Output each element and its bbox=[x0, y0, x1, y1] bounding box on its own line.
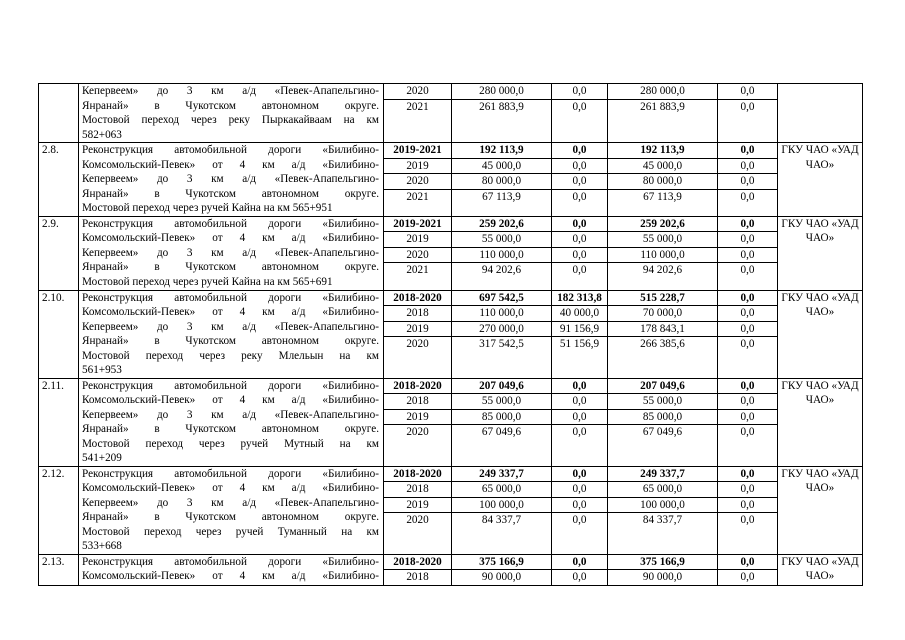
value: 0,0 bbox=[572, 426, 587, 438]
item-description bbox=[79, 378, 384, 466]
description-line: 582+063 bbox=[82, 128, 122, 141]
value: 0,0 bbox=[718, 322, 777, 338]
value: 67 049,6 bbox=[481, 426, 522, 438]
other-funds-cell bbox=[718, 290, 778, 378]
value: 2020 bbox=[384, 84, 451, 100]
description-line: Мостовой переход через ручей Туманный на км bbox=[82, 525, 379, 538]
regional-budget-cell bbox=[608, 378, 718, 466]
federal-budget-cell bbox=[552, 216, 608, 290]
total-cell bbox=[452, 216, 552, 290]
description-line: Реконструкция автомобильной дороги «Билибино- bbox=[82, 291, 379, 304]
value: 207 049,6 bbox=[608, 379, 717, 395]
value: 110 000,0 bbox=[452, 248, 551, 264]
description-line: Кепервеем» до 3 км а/д «Певек-Апапельгино- bbox=[82, 320, 379, 333]
other-funds-cell bbox=[718, 466, 778, 554]
value: 0,0 bbox=[552, 410, 607, 426]
value: 2020 bbox=[406, 514, 429, 526]
value: 0,0 bbox=[740, 190, 755, 203]
description-line: Комсомольский-Певек» от 4 км а/д «Билибино- bbox=[82, 232, 379, 244]
value: 84 337,7 bbox=[642, 514, 683, 526]
value: 2019 bbox=[384, 322, 451, 338]
value: 55 000,0 bbox=[452, 394, 551, 410]
value: 45 000,0 bbox=[452, 159, 551, 175]
table-row bbox=[39, 216, 863, 290]
value: 0,0 bbox=[740, 426, 755, 438]
value: 0,0 bbox=[572, 571, 587, 583]
regional-budget-cell bbox=[608, 290, 718, 378]
value: 0,0 bbox=[718, 482, 777, 498]
value: 2019 bbox=[384, 410, 451, 426]
regional-budget-cell bbox=[608, 554, 718, 585]
value: 0,0 bbox=[552, 232, 607, 248]
value: 2021 bbox=[406, 100, 429, 113]
total-cell bbox=[452, 378, 552, 466]
item-description bbox=[79, 84, 384, 143]
value: 2018 bbox=[384, 482, 451, 498]
description-line: Реконструкция автомобильной дороги «Билибино- bbox=[82, 379, 379, 392]
federal-budget-cell bbox=[552, 84, 608, 143]
value: 266 385,6 bbox=[640, 338, 685, 350]
value: 67 049,6 bbox=[642, 426, 683, 438]
value: 0,0 bbox=[572, 264, 587, 276]
value: 0,0 bbox=[718, 379, 777, 395]
value: 55 000,0 bbox=[608, 232, 717, 248]
description-line: Кепервеем» до 3 км а/д «Певек-Апапельгино- bbox=[82, 85, 379, 97]
value: 85 000,0 bbox=[608, 410, 717, 426]
description-line: Реконструкция автомобильной дороги «Билибино- bbox=[82, 144, 379, 156]
value: 90 000,0 bbox=[481, 571, 522, 583]
year-cell bbox=[384, 143, 452, 217]
value: 182 313,8 bbox=[552, 291, 607, 307]
other-funds-cell bbox=[718, 143, 778, 217]
value: 2020 bbox=[406, 426, 429, 438]
responsible-organization: ГКУ ЧАО «УАД ЧАО» bbox=[778, 554, 863, 585]
value: 0,0 bbox=[718, 498, 777, 514]
regional-budget-cell bbox=[608, 84, 718, 143]
description-line: Комсомольский-Певек» от 4 км а/д «Билибино- bbox=[82, 306, 379, 318]
value: 2018 bbox=[384, 306, 451, 322]
table-row bbox=[39, 378, 863, 466]
description-line: Кепервеем» до 3 км а/д «Певек-Апапельгино- bbox=[82, 173, 379, 185]
other-funds-cell bbox=[718, 378, 778, 466]
value: 0,0 bbox=[718, 291, 777, 307]
year-cell bbox=[384, 378, 452, 466]
program-table bbox=[38, 83, 863, 586]
value: 40 000,0 bbox=[552, 306, 607, 322]
value: 2020 bbox=[384, 174, 451, 190]
value: 2018-2020 bbox=[384, 379, 451, 395]
description-line: Реконструкция автомобильной дороги «Билибино- bbox=[82, 555, 379, 568]
year-cell bbox=[384, 290, 452, 378]
total-cell bbox=[452, 84, 552, 143]
value: 2020 bbox=[384, 248, 451, 264]
responsible-organization bbox=[778, 84, 863, 143]
year-cell bbox=[384, 466, 452, 554]
federal-budget-cell bbox=[552, 290, 608, 378]
value: 259 202,6 bbox=[452, 217, 551, 233]
value: 0,0 bbox=[718, 248, 777, 264]
other-funds-cell bbox=[718, 554, 778, 585]
value: 0,0 bbox=[552, 248, 607, 264]
value: 55 000,0 bbox=[608, 394, 717, 410]
value: 280 000,0 bbox=[452, 84, 551, 100]
description-line: 533+668 bbox=[82, 540, 122, 552]
value: 0,0 bbox=[552, 555, 607, 571]
description-line: Комсомольский-Певек» от 4 км а/д «Билибино- bbox=[82, 394, 379, 406]
value: 2020 bbox=[406, 338, 429, 350]
description-line: Реконструкция автомобильной дороги «Билибино- bbox=[82, 217, 379, 230]
item-description bbox=[79, 466, 384, 554]
value: 192 113,9 bbox=[608, 143, 717, 159]
description-line: Реконструкция автомобильной дороги «Билибино- bbox=[82, 467, 379, 480]
description-line: Кепервеем» до 3 км а/д «Певек-Апапельгино- bbox=[82, 496, 379, 509]
value: 270 000,0 bbox=[452, 322, 551, 338]
table-row bbox=[39, 143, 863, 217]
federal-budget-cell bbox=[552, 466, 608, 554]
item-number: 2.11. bbox=[39, 378, 79, 466]
item-number: 2.8. bbox=[39, 143, 79, 217]
value: 67 113,9 bbox=[482, 190, 521, 203]
value: 100 000,0 bbox=[452, 498, 551, 514]
value: 0,0 bbox=[718, 232, 777, 248]
value: 0,0 bbox=[740, 338, 755, 350]
value: 0,0 bbox=[552, 482, 607, 498]
value: 515 228,7 bbox=[608, 291, 717, 307]
value: 2018-2020 bbox=[384, 291, 451, 307]
responsible-organization: ГКУ ЧАО «УАД ЧАО» bbox=[778, 290, 863, 378]
value: 375 166,9 bbox=[608, 555, 717, 571]
table-row bbox=[39, 466, 863, 554]
year-cell bbox=[384, 84, 452, 143]
table-row bbox=[39, 290, 863, 378]
value: 207 049,6 bbox=[452, 379, 551, 395]
item-description bbox=[79, 290, 384, 378]
value: 0,0 bbox=[718, 410, 777, 426]
value: 2018-2020 bbox=[384, 467, 451, 483]
value: 80 000,0 bbox=[452, 174, 551, 190]
value: 67 113,9 bbox=[643, 190, 682, 203]
value: 317 542,5 bbox=[479, 338, 524, 350]
value: 0,0 bbox=[718, 159, 777, 175]
value: 2019 bbox=[384, 159, 451, 175]
item-number: 2.9. bbox=[39, 216, 79, 290]
value: 0,0 bbox=[552, 159, 607, 175]
value: 84 337,7 bbox=[481, 514, 522, 526]
value: 100 000,0 bbox=[608, 498, 717, 514]
value: 0,0 bbox=[740, 571, 755, 583]
description-line: Янранай» в Чукотском автономном округе. bbox=[82, 99, 379, 112]
value: 0,0 bbox=[718, 84, 777, 100]
regional-budget-cell bbox=[608, 466, 718, 554]
description-line: Янранай» в Чукотском автономном округе. bbox=[82, 511, 379, 523]
value: 259 202,6 bbox=[608, 217, 717, 233]
value: 0,0 bbox=[740, 514, 755, 526]
value: 65 000,0 bbox=[608, 482, 717, 498]
value: 51 156,9 bbox=[559, 338, 600, 350]
value: 2019-2021 bbox=[384, 217, 451, 233]
table-row bbox=[39, 84, 863, 143]
total-cell bbox=[452, 554, 552, 585]
responsible-organization: ГКУ ЧАО «УАД ЧАО» bbox=[778, 143, 863, 217]
description-line: Мостовой переход через ручей Кайна на км 565+951 bbox=[82, 202, 333, 214]
value: 2021 bbox=[406, 264, 429, 276]
year-cell bbox=[384, 216, 452, 290]
item-number bbox=[39, 84, 79, 143]
value: 0,0 bbox=[552, 84, 607, 100]
value: 2019 bbox=[384, 232, 451, 248]
total-cell bbox=[452, 290, 552, 378]
value: 0,0 bbox=[718, 217, 777, 233]
year-cell bbox=[384, 554, 452, 585]
responsible-organization: ГКУ ЧАО «УАД ЧАО» bbox=[778, 378, 863, 466]
value: 2019 bbox=[384, 498, 451, 514]
description-line: Янранай» в Чукотском автономном округе. bbox=[82, 261, 379, 273]
item-description bbox=[79, 216, 384, 290]
value: 0,0 bbox=[552, 498, 607, 514]
item-description bbox=[79, 554, 384, 585]
description-line: Мостовой переход через реку Пыркакайваам на км bbox=[82, 114, 379, 126]
description-line: Мостовой переход через ручей Мутный на км bbox=[82, 437, 379, 450]
description-line: Мостовой переход через реку Млельын на км bbox=[82, 349, 379, 362]
value: 0,0 bbox=[572, 100, 587, 113]
value: 0,0 bbox=[572, 190, 587, 203]
regional-budget-cell bbox=[608, 216, 718, 290]
description-line: Комсомольский-Певек» от 4 км а/д «Билибино- bbox=[82, 482, 379, 494]
item-number: 2.13. bbox=[39, 554, 79, 585]
description-line: Комсомольский-Певек» от 4 км а/д «Билибино- bbox=[82, 570, 379, 582]
value: 280 000,0 bbox=[608, 84, 717, 100]
value: 2018 bbox=[406, 571, 429, 583]
value: 0,0 bbox=[552, 467, 607, 483]
value: 85 000,0 bbox=[452, 410, 551, 426]
value: 0,0 bbox=[552, 379, 607, 395]
description-line: Янранай» в Чукотском автономном округе. bbox=[82, 335, 379, 347]
value: 55 000,0 bbox=[452, 232, 551, 248]
value: 80 000,0 bbox=[608, 174, 717, 190]
regional-budget-cell bbox=[608, 143, 718, 217]
value: 94 202,6 bbox=[642, 264, 683, 276]
value: 91 156,9 bbox=[552, 322, 607, 338]
table-row bbox=[39, 554, 863, 585]
value: 0,0 bbox=[718, 555, 777, 571]
description-line: 541+209 bbox=[82, 452, 122, 464]
value: 2018 bbox=[384, 394, 451, 410]
description-line: Кепервеем» до 3 км а/д «Певек-Апапельгино- bbox=[82, 246, 379, 259]
value: 192 113,9 bbox=[452, 143, 551, 159]
value: 0,0 bbox=[718, 174, 777, 190]
description-line: Янранай» в Чукотском автономном округе. bbox=[82, 423, 379, 435]
federal-budget-cell bbox=[552, 378, 608, 466]
value: 110 000,0 bbox=[452, 306, 551, 322]
value: 0,0 bbox=[552, 174, 607, 190]
value: 2018-2020 bbox=[384, 555, 451, 571]
document-page bbox=[38, 83, 862, 595]
item-number: 2.12. bbox=[39, 466, 79, 554]
value: 45 000,0 bbox=[608, 159, 717, 175]
value: 0,0 bbox=[552, 143, 607, 159]
value: 0,0 bbox=[718, 467, 777, 483]
federal-budget-cell bbox=[552, 554, 608, 585]
value: 0,0 bbox=[718, 306, 777, 322]
description-line: Кепервеем» до 3 км а/д «Певек-Апапельгино- bbox=[82, 408, 379, 421]
value: 0,0 bbox=[718, 394, 777, 410]
value: 2019-2021 bbox=[384, 143, 451, 159]
value: 261 883,9 bbox=[479, 100, 524, 113]
total-cell bbox=[452, 143, 552, 217]
value: 65 000,0 bbox=[452, 482, 551, 498]
value: 0,0 bbox=[718, 143, 777, 159]
value: 261 883,9 bbox=[640, 100, 685, 113]
value: 2021 bbox=[406, 190, 429, 203]
value: 110 000,0 bbox=[608, 248, 717, 264]
description-line: Янранай» в Чукотском автономном округе. bbox=[82, 187, 379, 200]
value: 0,0 bbox=[740, 100, 755, 113]
federal-budget-cell bbox=[552, 143, 608, 217]
responsible-organization: ГКУ ЧАО «УАД ЧАО» bbox=[778, 216, 863, 290]
item-number: 2.10. bbox=[39, 290, 79, 378]
value: 375 166,9 bbox=[452, 555, 551, 571]
value: 178 843,1 bbox=[608, 322, 717, 338]
description-line: 561+953 bbox=[82, 364, 122, 376]
value: 0,0 bbox=[552, 217, 607, 233]
value: 0,0 bbox=[572, 514, 587, 526]
value: 70 000,0 bbox=[608, 306, 717, 322]
value: 249 337,7 bbox=[452, 467, 551, 483]
other-funds-cell bbox=[718, 84, 778, 143]
value: 697 542,5 bbox=[452, 291, 551, 307]
value: 249 337,7 bbox=[608, 467, 717, 483]
description-line: Мостовой переход через ручей Кайна на км 565+691 bbox=[82, 275, 333, 288]
total-cell bbox=[452, 466, 552, 554]
item-description bbox=[79, 143, 384, 217]
other-funds-cell bbox=[718, 216, 778, 290]
description-line: Комсомольский-Певек» от 4 км а/д «Билибино- bbox=[82, 158, 379, 171]
value: 90 000,0 bbox=[642, 571, 683, 583]
value: 0,0 bbox=[552, 394, 607, 410]
value: 94 202,6 bbox=[481, 264, 522, 276]
value: 0,0 bbox=[740, 264, 755, 276]
responsible-organization: ГКУ ЧАО «УАД ЧАО» bbox=[778, 466, 863, 554]
